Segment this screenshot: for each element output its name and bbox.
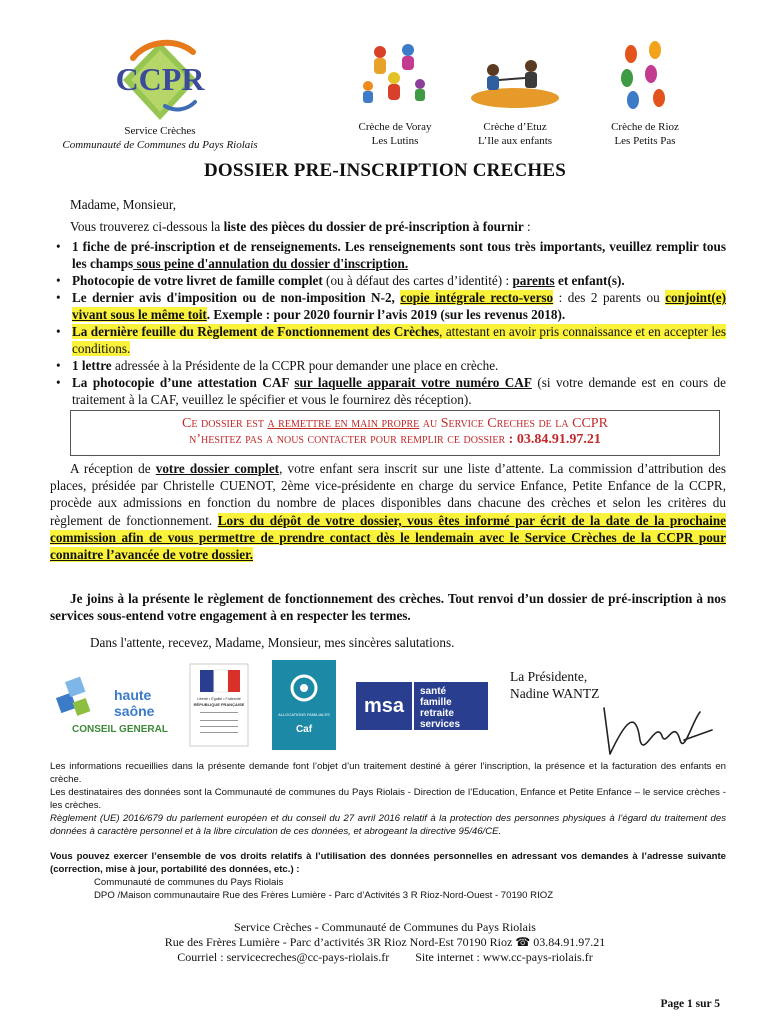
msa-text-1: santé [420, 686, 447, 697]
legal-recipients: Les destinataires des données sont la Communauté de communes du Pays Riolais - Direction de l’Education, Enfance et Petite Enfance – le service crèches - les crèches. [50, 787, 726, 811]
page-title: DOSSIER PRE-INSCRIPTION CRECHES [204, 160, 566, 181]
creche-voray-label: Les Lutins [371, 135, 419, 147]
legal-address [94, 876, 714, 902]
list-item [54, 272, 726, 289]
ccpr-logo-text: CCPR [115, 61, 205, 97]
creche-etuz-label: L’Ile aux enfants [477, 135, 553, 147]
item-text-plain: (ou à défaut des cartes d’identité) : [322, 273, 513, 288]
handwritten-signature [596, 700, 716, 760]
legal-regulation: Règlement (UE) 2016/679 du parlement européen et du conseil du 27 avril 2016 relatif à la protection des personnes physiques à l’égard du traitement des données à caractère personnel et à la libre circulation de ces données, et abrogeant la directive 95/46/CE. [50, 813, 726, 837]
item-text: et enfant(s). [554, 273, 625, 288]
intro [70, 218, 746, 235]
item-text-underlined: parents [512, 273, 555, 288]
children-island-icon [450, 40, 580, 114]
footer-website: Site internet : www.cc-pays-riolais.fr [415, 950, 593, 964]
legal-purpose: Les informations recueillies dans la présente demande font l’objet d’un traitement destiné à gérer l’inscription, la présence et la facturation des enfants en crèche. [50, 761, 726, 785]
notice-text-underlined: a remettre en main propre [267, 416, 420, 431]
notice-text: n’hesitez pas a nous contacter pour remplir ce dossier [189, 432, 509, 447]
page-footer [0, 920, 770, 965]
legal-rights: Vous pouvez exercer l’ensemble de vos droits relatifs à l’utilisation des données personnelles en adressant vos demandes à l’adresse suivante (correction, mise à jour, portabilité des données, etc.) : [50, 851, 726, 875]
item-text-highlighted: , attestant en avoir pris connaissance et en accepter les conditions. [72, 324, 726, 356]
msa-text-2: famille [420, 697, 452, 708]
item-text: . Exemple : pour 2020 fournir l’avis 2019 (sur les revenus 2018). [206, 307, 566, 322]
ccpr-logo [95, 36, 225, 122]
creche-rioz [580, 40, 710, 148]
intro-text: Vous trouverez ci-dessous la [70, 219, 224, 234]
creche-voray-name: Crèche de Voray [358, 121, 432, 133]
signatory-name: Nadine WANTZ [510, 686, 600, 701]
documents-list [54, 238, 726, 408]
item-text-highlighted: copie intégrale recto-verso [400, 290, 554, 305]
item-text-highlighted: conjoint(e) vivant sous le même toit [72, 290, 726, 322]
notice-text: CCPR [572, 416, 608, 431]
para-text: , votre enfant sera inscrit sur une liste d’attente. La commission d’attribution des places, présidée par Christelle CUENOT, 2ème vice-présidente en charge du service Enfance, Petite Enfance de la CCPR, procède aux admissions en fonction du nombre de places disponibles dans chacune des crèches et selon les critères du règlement de fonctionnement. [50, 461, 726, 528]
creche-rioz-label: Les Petits Pas [614, 135, 676, 147]
item-text-plain: : des 2 parents ou [553, 290, 666, 305]
para-text: A réception de [70, 461, 156, 476]
admission-paragraph [50, 460, 726, 563]
creche-rioz-name: Crèche de Rioz [611, 121, 679, 133]
item-text: 1 fiche de pré-inscription et de renseignements. Les renseignements sont tous très importants, veuillez remplir tous les champs [72, 239, 726, 271]
footer-line-2: Rue des Frères Lumière - Parc d’activités 3R Rioz Nord-Est 70190 Rioz ☎ 03.84.91.97.21 [164, 935, 606, 949]
intro-bold: liste des pièces du dossier de pré-inscription à fournir [223, 219, 524, 234]
item-text: Photocopie de votre livret de famille complet [72, 273, 323, 288]
intro-colon: : [523, 219, 531, 234]
msa-text-4: services [420, 719, 461, 730]
msa-text-3: retraite [420, 708, 454, 719]
legal-address-line-1: Communauté de communes du Pays Riolais [94, 877, 284, 888]
list-item [54, 357, 726, 374]
republique-text-2: RÉPUBLIQUE FRANÇAISE [193, 702, 245, 707]
notice-line-1 [71, 416, 719, 432]
msa-mark: msa [363, 695, 405, 717]
caf-text-2: Caf [295, 724, 313, 735]
signatory-role: La Présidente, [510, 669, 588, 684]
notice-line-2 [71, 432, 719, 448]
notice-box [70, 410, 720, 456]
ccpr-logo-graphic [95, 36, 225, 122]
item-text-plain: (si votre demande est en cours de traitement à la CAF, veuillez le spécifier et vous le fournirez dès réception). [72, 375, 726, 407]
item-text-highlighted: La dernière feuille du Règlement de Fonctionnement des Crèches [72, 324, 440, 339]
caf-logo [272, 660, 336, 750]
engagement-paragraph [50, 590, 726, 624]
footer-line-1: Service Crèches - Communauté de Communes du Pays Riolais [234, 920, 536, 934]
legal-address-line-2: DPO /Maison communautaire Rue des Frères Lumière - Parc d’Activités 3 R Rioz-Nord-Ouest - 70190 RIOZ [94, 890, 554, 901]
page-number: Page 1 sur 5 [660, 998, 720, 1010]
haute-saone-text-3: CONSEIL GENERAL [72, 724, 168, 735]
para-text-underlined: votre dossier complet [155, 461, 280, 476]
haute-saone-logo [52, 677, 168, 735]
creche-etuz-name: Crèche d’Etuz [483, 121, 547, 133]
republique-francaise-logo [190, 664, 248, 746]
creche-etuz [450, 40, 580, 148]
item-text-plain: adressée à la Présidente de la CCPR pour demander une place en crèche. [111, 358, 499, 373]
haute-saone-text-1: haute [114, 687, 152, 703]
para-text: Je joins à la présente le règlement de fonctionnement des crèches. Tout renvoi d’un dossier de pré-inscription à nos services sous-entend votre engagement à en respecter les termes. [50, 591, 726, 624]
item-text: La photocopie d’une attestation CAF [72, 375, 295, 390]
letterhead [0, 30, 770, 150]
haute-saone-text-2: saône [114, 703, 155, 719]
signatory [510, 668, 730, 702]
item-text: Le dernier avis d'imposition ou de non-imposition N-2, [72, 290, 401, 305]
item-text-underlined: sur laquelle apparait votre numéro CAF [294, 375, 532, 390]
list-item [54, 374, 726, 408]
notice-text: Ce dossier est [182, 416, 268, 431]
ccpr-caption [50, 124, 270, 152]
para-text-highlighted: Lors du dépôt de votre dossier, vous êtes informé par écrit de la date de la prochaine commission afin de vous permettre de prendre contact dès le lendemain avec le Service Crèches de la CCPR pour connaitre l’avancée de votre dossier. [50, 512, 727, 563]
item-text-underlined: sous peine d'annulation du dossier d'inscription. [133, 256, 409, 271]
footer-email: Courriel : servicecreches@cc-pays-riolais.fr [177, 950, 390, 964]
creche-voray [330, 40, 460, 148]
republique-text-1: Liberté • Égalité • Fraternité [197, 697, 241, 701]
ccpr-service: Service Crèches [124, 125, 196, 137]
list-item [54, 289, 726, 323]
notice-text: au Service Creches de la [419, 416, 573, 431]
list-item [54, 238, 726, 272]
caf-text-1: ALLOCATIONS FAMILIALES [278, 712, 330, 717]
ccpr-block [50, 36, 270, 152]
item-text: 1 lettre [72, 358, 112, 373]
notice-phone: : 03.84.91.97.21 [508, 432, 601, 447]
ccpr-community: Communauté de Communes du Pays Riolais [62, 139, 258, 151]
footprints-icon [580, 40, 710, 114]
closing-paragraph: Dans l'attente, recevez, Madame, Monsieur, mes sincères salutations. [90, 635, 455, 650]
list-item [54, 323, 726, 357]
salutation: Madame, Monsieur, [70, 197, 177, 212]
dancing-children-icon [330, 40, 460, 114]
partner-logos [50, 660, 530, 750]
msa-logo [356, 682, 488, 730]
footer-line-3 [0, 950, 770, 965]
